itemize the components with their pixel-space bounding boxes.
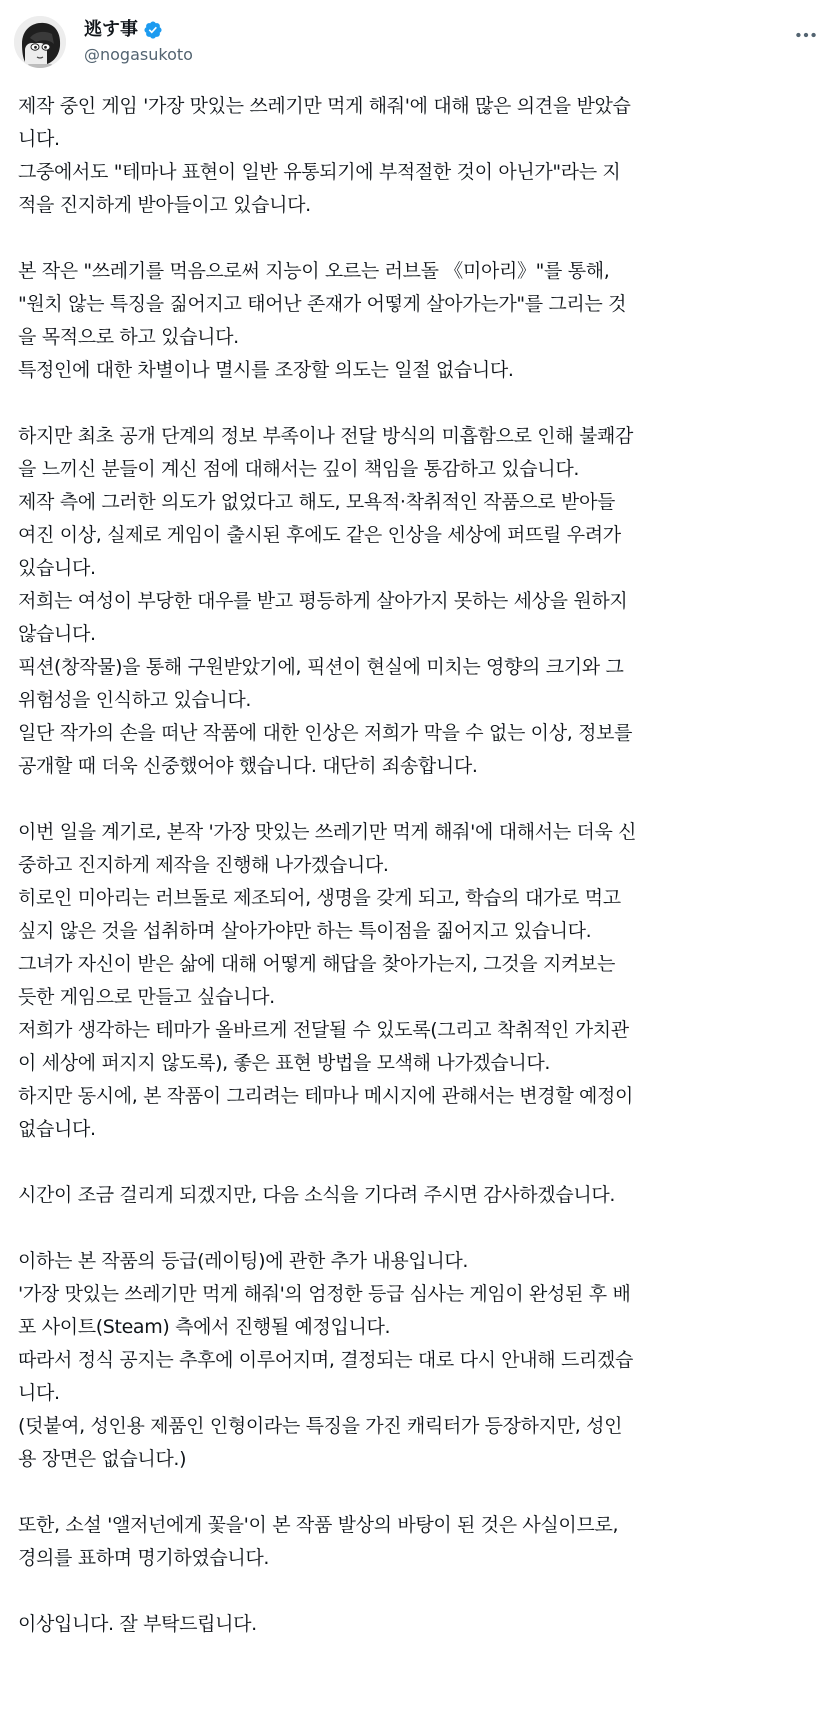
text-line: 또한, 소설 '앨저넌에게 꽃을'이 본 작품 발상의 바탕이 된 것은 사실이므로,	[18, 1514, 619, 1536]
more-options-button[interactable]	[790, 22, 822, 48]
text-line: 이하는 본 작품의 등급(레이팅)에 관한 추가 내용입니다.	[18, 1250, 469, 1272]
display-name[interactable]: 逃す事	[84, 19, 138, 40]
text-line: '가장 맛있는 쓰레기만 먹게 해줘'의 엄정한 등급 심사는 게임이 완성된 후 배	[18, 1283, 631, 1305]
text-line: 공개할 때 더욱 신중했어야 했습니다. 대단히 죄송합니다.	[18, 755, 478, 777]
author-identity	[84, 18, 193, 66]
text-line: 특정인에 대한 차별이나 멸시를 조장할 의도는 일절 없습니다.	[18, 359, 514, 381]
text-line: 니다.	[18, 128, 60, 150]
text-line: 이상입니다. 잘 부탁드립니다.	[18, 1613, 257, 1635]
text-line: 위험성을 인식하고 있습니다.	[18, 689, 252, 711]
more-options-icon	[793, 22, 819, 48]
text-line: 듯한 게임으로 만들고 싶습니다.	[18, 986, 275, 1008]
text-line: 저희가 생각하는 테마가 올바르게 전달될 수 있도록(그리고 착취적인 가치관	[18, 1019, 629, 1041]
text-line: 이 세상에 퍼지지 않도록), 좋은 표현 방법을 모색해 나가겠습니다.	[18, 1052, 551, 1074]
text-line: 니다.	[18, 1382, 60, 1404]
text-line: 그녀가 자신이 받은 삶에 대해 어떻게 해답을 찾아가는지, 그것을 지켜보는	[18, 953, 616, 975]
text-line: 여진 이상, 실제로 게임이 출시된 후에도 같은 인상을 세상에 퍼뜨릴 우려가	[18, 524, 621, 546]
text-line: 시간이 조금 걸리게 되겠지만, 다음 소식을 기다려 주시면 감사하겠습니다.	[18, 1184, 616, 1206]
text-line: "원치 않는 특징을 짊어지고 태어난 존재가 어떻게 살아가는가"를 그리는 것	[18, 293, 627, 315]
paragraph-gap	[18, 1212, 818, 1245]
text-line: 히로인 미아리는 러브돌로 제조되어, 생명을 갖게 되고, 학습의 대가로 먹고	[18, 887, 621, 909]
text-line: 본 작은 "쓰레기를 먹음으로써 지능이 오르는 러브돌 《미아리》"를 통해,	[18, 260, 610, 282]
text-line: 없습니다.	[18, 1118, 96, 1140]
text-line: 을 느끼신 분들이 계신 점에 대해서는 깊이 책임을 통감하고 있습니다.	[18, 458, 580, 480]
text-line: (덧붙여, 성인용 제품인 인형이라는 특징을 가진 캐릭터가 등장하지만, 성인	[18, 1415, 623, 1437]
name-row	[84, 18, 193, 42]
avatar[interactable]	[14, 16, 66, 68]
text-line: 픽션(창작물)을 통해 구원받았기에, 픽션이 현실에 미치는 영향의 크기와 그	[18, 656, 624, 678]
tweet-text	[18, 90, 818, 1641]
text-line: 따라서 정식 공지는 추후에 이루어지며, 결정되는 대로 다시 안내해 드리겠습	[18, 1349, 634, 1371]
text-line: 을 목적으로 하고 있습니다.	[18, 326, 239, 348]
text-line: 용 장면은 없습니다.)	[18, 1448, 187, 1470]
paragraph-gap	[18, 1146, 818, 1179]
text-line: 하지만 동시에, 본 작품이 그리려는 테마나 메시지에 관해서는 변경할 예정이	[18, 1085, 634, 1107]
paragraph-gap	[18, 1476, 818, 1509]
text-line: 싶지 않은 것을 섭취하며 살아가야만 하는 특이점을 짊어지고 있습니다.	[18, 920, 592, 942]
text-line: 적을 진지하게 받아들이고 있습니다.	[18, 194, 311, 216]
text-line: 있습니다.	[18, 557, 96, 579]
text-line: 저희는 여성이 부당한 대우를 받고 평등하게 살아가지 못하는 세상을 원하지	[18, 590, 628, 612]
text-line: 않습니다.	[18, 623, 96, 645]
paragraph-gap	[18, 783, 818, 816]
text-line: 경의를 표하며 명기하였습니다.	[18, 1547, 270, 1569]
text-line: 이번 일을 계기로, 본작 '가장 맛있는 쓰레기만 먹게 해줘'에 대해서는 더욱 신	[18, 821, 637, 843]
text-line: 포 사이트(Steam) 측에서 진행될 예정입니다.	[18, 1316, 391, 1338]
text-line: 제작 중인 게임 '가장 맛있는 쓰레기만 먹게 해줘'에 대해 많은 의견을 받았습	[18, 95, 631, 117]
text-line: 일단 작가의 손을 떠난 작품에 대한 인상은 저희가 막을 수 없는 이상, 정보를	[18, 722, 633, 744]
tweet-header	[14, 14, 820, 70]
text-line: 제작 측에 그러한 의도가 없었다고 해도, 모욕적·착취적인 작품으로 받아들	[18, 491, 616, 513]
text-line: 중하고 진지하게 제작을 진행해 나가겠습니다.	[18, 854, 389, 876]
text-line: 하지만 최초 공개 단계의 정보 부족이나 전달 방식의 미흡함으로 인해 불쾌감	[18, 425, 634, 447]
handle[interactable]: @nogasukoto	[84, 45, 193, 64]
paragraph-gap	[18, 222, 818, 255]
paragraph-gap	[18, 387, 818, 420]
paragraph-gap	[18, 1575, 818, 1608]
avatar-illustration	[14, 16, 66, 68]
verified-badge-icon[interactable]	[143, 20, 163, 40]
text-line: 그중에서도 "테마나 표현이 일반 유통되기에 부적절한 것이 아닌가"라는 지	[18, 161, 621, 183]
